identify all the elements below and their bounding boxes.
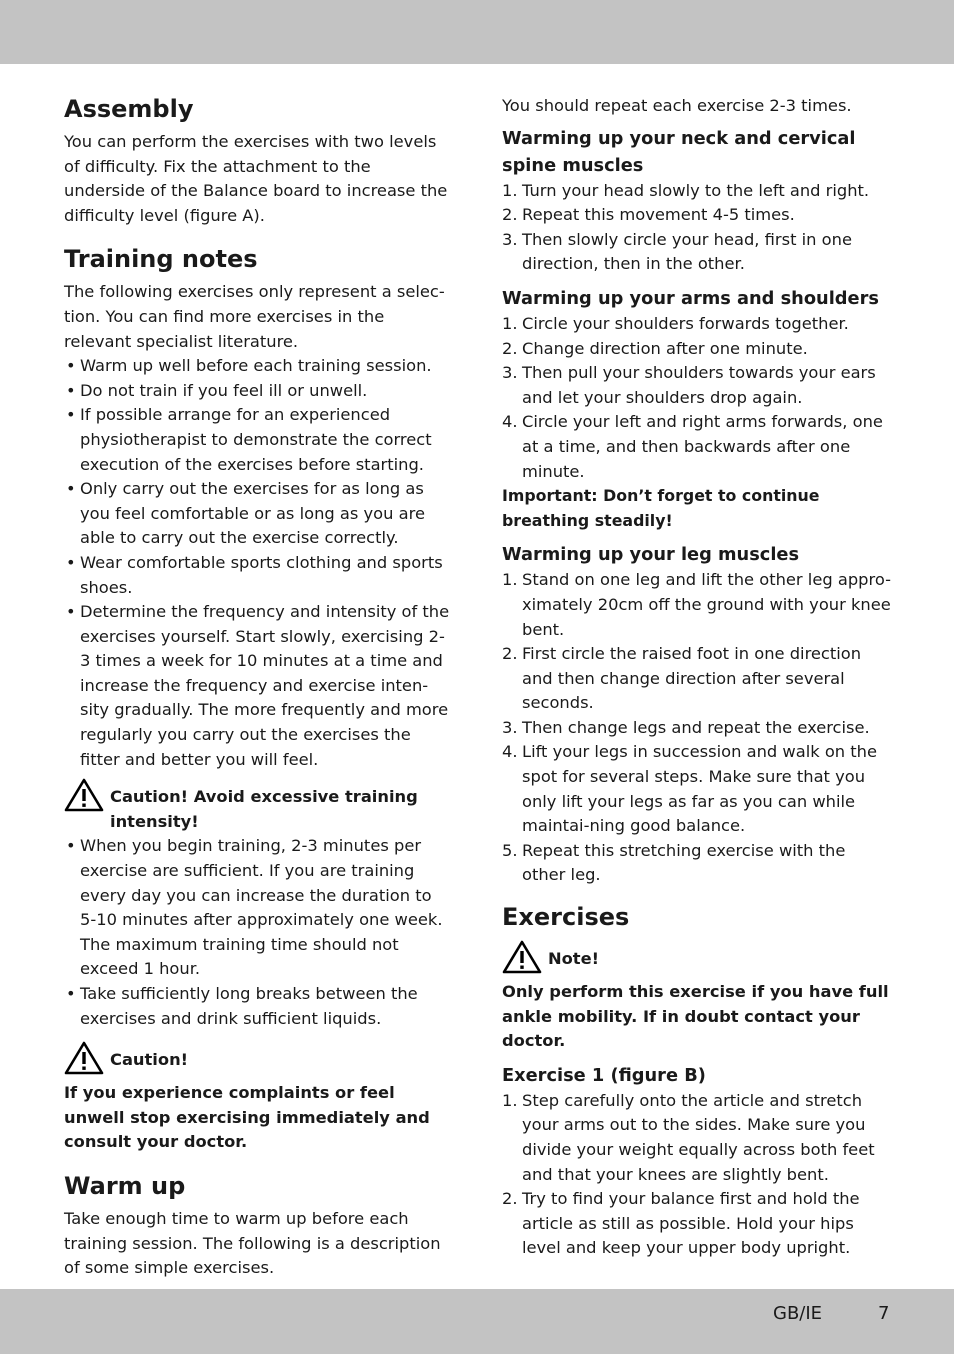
list-item: 1. Stand on one leg and lift the other leg appro-ximately 20cm off the ground with your knee bent.: [502, 570, 891, 639]
legs-steps: [502, 568, 892, 888]
caution-box: [64, 1041, 452, 1075]
list-item: 3. Then pull your shoulders towards your ears and let your shoulders drop again.: [502, 363, 876, 407]
important-note: Important: Don’t forget to continue breathing steadily!: [502, 486, 820, 530]
list-item: • Do not train if you feel ill or unwell.: [64, 379, 452, 404]
warm-up-heading: Warm up: [64, 1171, 186, 1200]
step-text: Then change legs and repeat the exercise.: [522, 717, 870, 737]
step-text: Circle your left and right arms forwards, one at a time, and then backwards after one minute.: [522, 412, 883, 481]
list-item: 4. Circle your left and right arms forwards, one at a time, and then backwards after one minute.: [502, 412, 883, 481]
right-column: [502, 94, 892, 1261]
step-text: Step carefully onto the article and stretch your arms out to the sides. Make sure you divide your weight equally across both feet and that your knees are slightly bent.: [522, 1090, 875, 1184]
page-number: 7: [878, 1303, 890, 1324]
list-item: 1. Circle your shoulders forwards together.: [502, 313, 849, 333]
warning-triangle-icon: [64, 778, 104, 812]
note-text: Only perform this exercise if you have full ankle mobility. If in doubt contact your doctor.: [502, 982, 889, 1051]
step-text: Then slowly circle your head, first in one direction, then in the other.: [522, 229, 852, 274]
list-item: • Warm up well before each training session.: [64, 354, 452, 379]
training-bullets: [64, 354, 452, 772]
step-text: Then pull your shoulders towards your ears and let your shoulders drop again.: [522, 363, 876, 407]
arms-heading: Warming up your arms and shoulders: [502, 287, 879, 309]
neck-steps: [502, 179, 892, 277]
step-text: Repeat this stretching exercise with the other leg.: [522, 840, 846, 885]
caution-intensity-text: Caution! Avoid excessive training intensity!: [110, 787, 418, 831]
list-item: 1. Turn your head slowly to the left and right.: [502, 180, 870, 200]
list-item: 3. Then slowly circle your head, first in one direction, then in the other.: [502, 229, 852, 274]
step-text: Repeat this movement 4-5 times.: [522, 205, 795, 225]
training-notes-heading: Training notes: [64, 245, 258, 274]
caution-text: If you experience complaints or feel unwell stop exercising immediately and consult your doctor.: [64, 1083, 430, 1152]
list-item: • Only carry out the exercises for as long as you feel comfortable or as long as you are able to carry out the exercise correctly.: [64, 477, 452, 551]
assembly-text: You can perform the exercises with two levels of difficulty. Fix the attachment to the underside of the Balance board to increase the difficulty level (figure A).: [64, 132, 448, 225]
training-intro: The following exercises only represent a selec-tion. You can find more exercises in the relevant specialist literature.: [64, 282, 445, 351]
list-item: 2. Try to find your balance first and hold the article as still as possible. Hold your hips level and keep your upper body upright.: [502, 1189, 860, 1258]
list-item: • If possible arrange for an experienced physiotherapist to demonstrate the correct execution of the exercises before starting.: [64, 403, 452, 477]
step-text: Circle your shoulders forwards together.: [522, 313, 849, 333]
header-bar: [0, 0, 954, 64]
list-item: 4. Lift your legs in succession and walk on the spot for several steps. Make sure that you only lift your legs as far as you can while maintai-ning good balance.: [502, 742, 877, 836]
training-bullets-2: [64, 834, 452, 1031]
step-text: Change direction after one minute.: [522, 338, 808, 358]
list-item: 2. Repeat this movement 4-5 times.: [502, 205, 795, 225]
legs-heading: Warming up your leg muscles: [502, 544, 800, 566]
exercise-1-steps: [502, 1089, 892, 1261]
note-label: Note!: [548, 949, 600, 969]
list-item: 1. Step carefully onto the article and stretch your arms out to the sides. Make sure you divide your weight equally across both feet and that your knees are slightly bent.: [502, 1090, 875, 1184]
list-item: 5. Repeat this stretching exercise with the other leg.: [502, 840, 846, 885]
footer-language: GB/IE: [773, 1303, 823, 1324]
arms-steps: [502, 312, 892, 484]
list-item: 3. Then change legs and repeat the exercise.: [502, 717, 870, 737]
step-text: First circle the raised foot in one direction and then change direction after several seconds.: [522, 644, 862, 713]
step-text: Lift your legs in succession and walk on the spot for several steps. Make sure that you only lift your legs as far as you can while maintai-ning good balance.: [522, 742, 877, 836]
list-item: [64, 834, 452, 982]
warning-triangle-icon: [64, 1041, 104, 1075]
list-item: • Wear comfortable sports clothing and sports shoes.: [64, 551, 452, 600]
assembly-heading: Assembly: [64, 95, 194, 123]
exercise-1-heading: Exercise 1 (figure B): [502, 1064, 706, 1086]
list-item: • Take sufficiently long breaks between the exercises and drink sufficient liquids.: [64, 982, 452, 1031]
neck-heading: Warming up your neck and cervical spine muscles: [502, 127, 856, 176]
list-item-text: When you begin training, 2-3 minutes per exercise are sufficient. If you are training every day you can increase the duration to 5-10 minutes after approximately one week.: [80, 836, 443, 930]
warm-up-text: Take enough time to warm up before each training session. The following is a description of some simple exercises.: [64, 1208, 441, 1278]
exercises-heading: Exercises: [502, 903, 630, 932]
list-item-extra: The maximum training time should not exceed 1 hour.: [80, 934, 399, 979]
warning-triangle-icon: [502, 940, 542, 974]
list-item: 2. Change direction after one minute.: [502, 338, 808, 358]
list-item: • Determine the frequency and intensity of the exercises yourself. Start slowly, exercising 2-3 times a week for 10 minutes at a time and increase the frequency and exercise inten-sity gradually. The more frequently and more regularly you carry out the exercises the fitter and better you will feel.: [64, 600, 452, 772]
step-text: Stand on one leg and lift the other leg appro-ximately 20cm off the ground with your knee bent.: [522, 570, 891, 639]
caution-label: Caution!: [110, 1050, 189, 1070]
step-text: Turn your head slowly to the left and right.: [522, 180, 870, 200]
list-item: 2. First circle the raised foot in one direction and then change direction after several seconds.: [502, 644, 862, 713]
caution-intensity-box: [64, 778, 452, 834]
step-text: Try to find your balance first and hold the article as still as possible. Hold your hips level and keep your upper body upright.: [522, 1189, 860, 1258]
repeat-text: You should repeat each exercise 2-3 times.: [502, 96, 852, 115]
left-column: [64, 92, 452, 1281]
note-box: [502, 940, 892, 974]
